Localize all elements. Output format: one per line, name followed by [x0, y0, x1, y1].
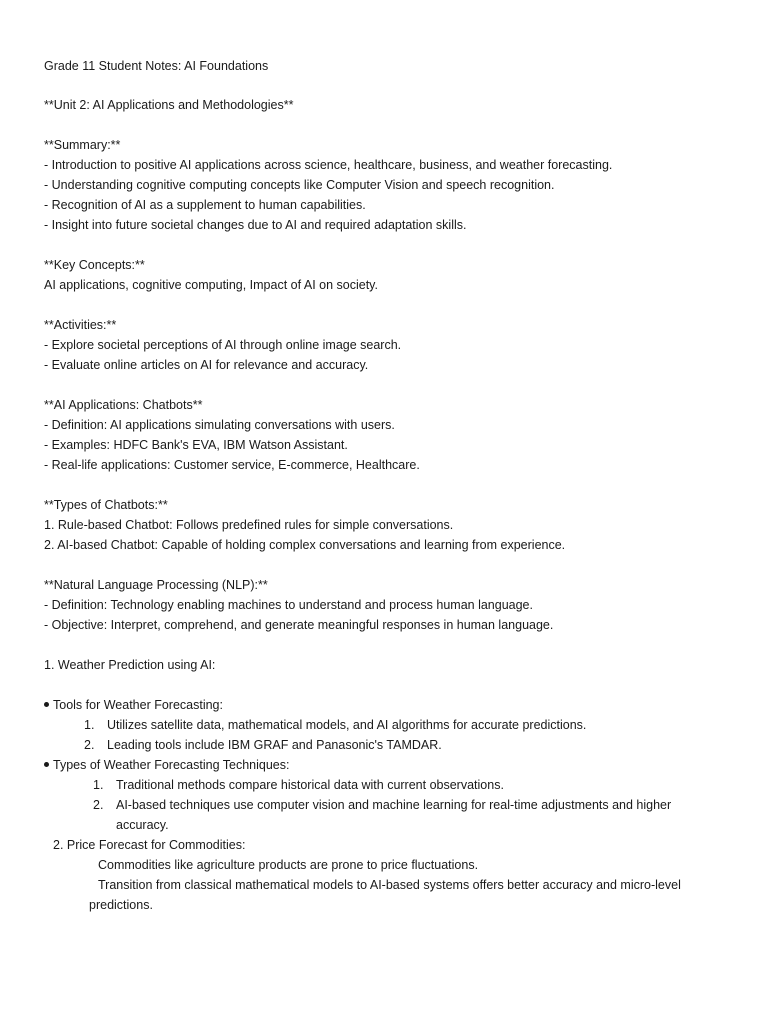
- activity-item: - Evaluate online articles on AI for relevance and accuracy.: [44, 358, 369, 372]
- item-number: 2.: [93, 798, 104, 812]
- item-text: Utilizes satellite data, mathematical models, and AI algorithms for accurate predictions.: [107, 718, 587, 732]
- bullet-icon: [44, 702, 49, 707]
- nlp-heading: **Natural Language Processing (NLP):**: [44, 578, 268, 592]
- chatbot-item: - Definition: AI applications simulating conversations with users.: [44, 418, 395, 432]
- chatbot-item: - Examples: HDFC Bank's EVA, IBM Watson Assistant.: [44, 438, 348, 452]
- key-concepts-heading: **Key Concepts:**: [44, 258, 145, 272]
- price-heading: 2. Price Forecast for Commodities:: [53, 838, 246, 852]
- document-title: Grade 11 Student Notes: AI Foundations: [44, 59, 269, 73]
- item-text: AI-based techniques use computer vision and machine learning for real-time adjustments and higher: [116, 798, 672, 812]
- weather-technique-item: [93, 775, 504, 795]
- summary-item: - Recognition of AI as a supplement to human capabilities.: [44, 198, 366, 212]
- item-text: Traditional methods compare historical data with current observations.: [116, 778, 504, 792]
- chatbot-type-item: 1. Rule-based Chatbot: Follows predefined rules for simple conversations.: [44, 518, 454, 532]
- price-line: Commodities like agriculture products are prone to price fluctuations.: [98, 858, 479, 872]
- item-number: 1.: [84, 718, 95, 732]
- price-line-continuation: predictions.: [89, 898, 153, 912]
- key-concepts-text: AI applications, cognitive computing, Impact of AI on society.: [44, 278, 378, 292]
- summary-item: - Insight into future societal changes due to AI and required adaptation skills.: [44, 218, 467, 232]
- weather-technique-item: [93, 795, 671, 815]
- item-text: Leading tools include IBM GRAF and Panasonic's TAMDAR.: [107, 738, 442, 752]
- chatbot-item: - Real-life applications: Customer service, E-commerce, Healthcare.: [44, 458, 420, 472]
- activities-heading: **Activities:**: [44, 318, 117, 332]
- summary-item: - Introduction to positive AI applications across science, healthcare, business, and weather forecasting.: [44, 158, 613, 172]
- weather-techniques-bullet: [44, 755, 289, 775]
- unit-heading: **Unit 2: AI Applications and Methodologies**: [44, 98, 294, 112]
- chatbot-types-heading: **Types of Chatbots:**: [44, 498, 168, 512]
- weather-tools-bullet: [44, 695, 223, 715]
- item-number: 1.: [93, 778, 104, 792]
- weather-techniques-label: Types of Weather Forecasting Techniques:: [53, 758, 290, 772]
- weather-technique-item-continuation: accuracy.: [116, 818, 169, 832]
- weather-tools-label: Tools for Weather Forecasting:: [53, 698, 223, 712]
- weather-tools-item: [84, 715, 586, 735]
- summary-heading: **Summary:**: [44, 138, 121, 152]
- weather-heading: 1. Weather Prediction using AI:: [44, 658, 216, 672]
- activity-item: - Explore societal perceptions of AI through online image search.: [44, 338, 402, 352]
- bullet-icon: [44, 762, 49, 767]
- chatbot-type-item: 2. AI-based Chatbot: Capable of holding complex conversations and learning from experience.: [44, 538, 566, 552]
- nlp-item: - Definition: Technology enabling machines to understand and process human language.: [44, 598, 533, 612]
- summary-item: - Understanding cognitive computing concepts like Computer Vision and speech recognition.: [44, 178, 555, 192]
- weather-tools-item: [84, 735, 442, 755]
- nlp-item: - Objective: Interpret, comprehend, and generate meaningful responses in human language.: [44, 618, 554, 632]
- item-number: 2.: [84, 738, 95, 752]
- chatbots-heading: **AI Applications: Chatbots**: [44, 398, 203, 412]
- price-line: Transition from classical mathematical models to AI-based systems offers better accuracy and micro-level: [98, 878, 681, 892]
